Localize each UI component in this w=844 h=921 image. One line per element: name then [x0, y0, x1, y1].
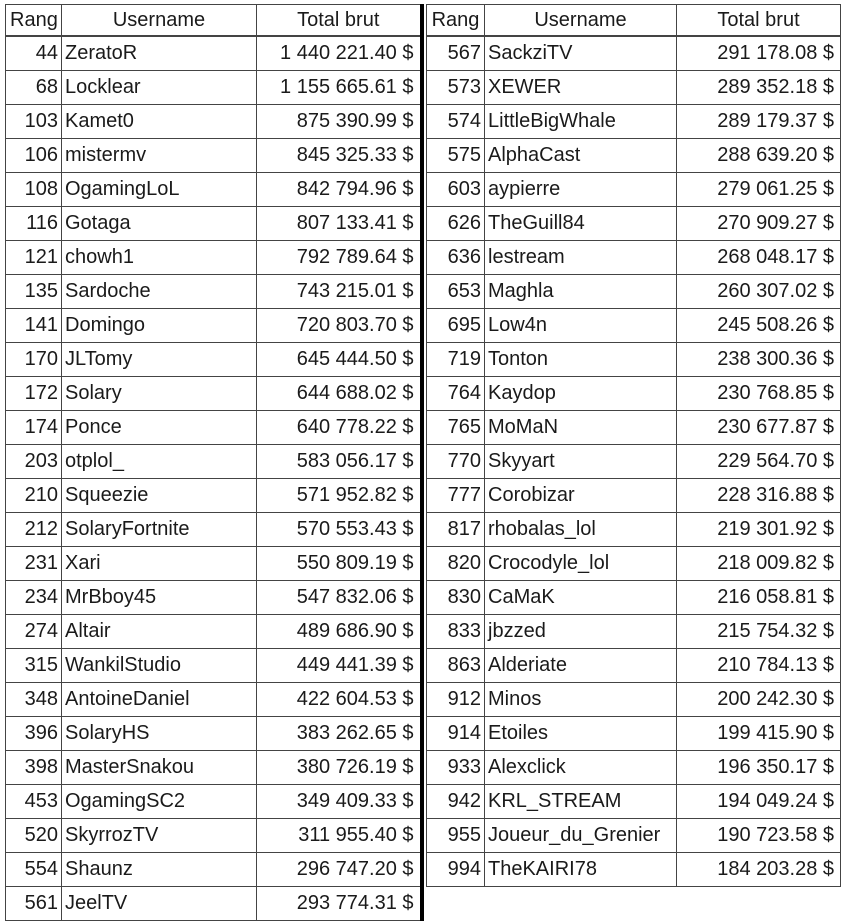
username-cell: CaMaK	[485, 581, 677, 615]
total-cell: 289 179.37 $	[677, 105, 841, 139]
table-row	[427, 105, 841, 139]
username-cell: Sardoche	[62, 275, 257, 309]
rank-cell: 135	[6, 275, 62, 309]
rank-cell: 141	[6, 309, 62, 343]
total-cell: 296 747.20 $	[257, 853, 422, 887]
total-cell: 196 350.17 $	[677, 751, 841, 785]
rank-cell: 914	[427, 717, 485, 751]
rank-cell: 719	[427, 343, 485, 377]
username-cell: rhobalas_lol	[485, 513, 677, 547]
total-cell: 644 688.02 $	[257, 377, 422, 411]
total-cell: 229 564.70 $	[677, 445, 841, 479]
username-cell: Locklear	[62, 71, 257, 105]
table-row	[427, 411, 841, 445]
rank-cell: 396	[6, 717, 62, 751]
rank-cell: 765	[427, 411, 485, 445]
table-row	[427, 207, 841, 241]
table-row	[427, 36, 841, 71]
total-cell: 245 508.26 $	[677, 309, 841, 343]
column-header-rank: Rang	[6, 5, 62, 37]
total-cell: 792 789.64 $	[257, 241, 422, 275]
rank-cell: 212	[6, 513, 62, 547]
username-cell: TheKAIRI78	[485, 853, 677, 887]
total-cell: 230 768.85 $	[677, 377, 841, 411]
table-row	[6, 717, 422, 751]
total-cell: 571 952.82 $	[257, 479, 422, 513]
total-cell: 194 049.24 $	[677, 785, 841, 819]
earnings-table-right	[426, 4, 841, 887]
total-cell: 230 677.87 $	[677, 411, 841, 445]
table-row	[6, 139, 422, 173]
username-cell: Shaunz	[62, 853, 257, 887]
table-row	[6, 71, 422, 105]
username-cell: mistermv	[62, 139, 257, 173]
rank-cell: 567	[427, 36, 485, 71]
table-row	[6, 683, 422, 717]
rank-cell: 561	[6, 887, 62, 921]
username-cell: WankilStudio	[62, 649, 257, 683]
rank-cell: 203	[6, 445, 62, 479]
rank-cell: 121	[6, 241, 62, 275]
username-cell: Tonton	[485, 343, 677, 377]
username-cell: Kamet0	[62, 105, 257, 139]
total-cell: 270 909.27 $	[677, 207, 841, 241]
rank-cell: 636	[427, 241, 485, 275]
column-header-username: Username	[485, 5, 677, 37]
total-cell: 210 784.13 $	[677, 649, 841, 683]
table-row	[6, 207, 422, 241]
total-cell: 1 440 221.40 $	[257, 36, 422, 71]
table-row	[6, 819, 422, 853]
username-cell: aypierre	[485, 173, 677, 207]
rank-cell: 116	[6, 207, 62, 241]
table-row	[427, 615, 841, 649]
table-row	[6, 649, 422, 683]
column-header-username: Username	[62, 5, 257, 37]
total-cell: 1 155 665.61 $	[257, 71, 422, 105]
table-row	[427, 173, 841, 207]
table-row	[6, 241, 422, 275]
rank-cell: 172	[6, 377, 62, 411]
total-cell: 547 832.06 $	[257, 581, 422, 615]
rank-cell: 234	[6, 581, 62, 615]
rank-cell: 170	[6, 343, 62, 377]
total-cell: 293 774.31 $	[257, 887, 422, 921]
earnings-table-left	[5, 4, 424, 921]
username-cell: OgamingSC2	[62, 785, 257, 819]
table-row	[427, 581, 841, 615]
column-header-total: Total brut	[677, 5, 841, 37]
rank-cell: 830	[427, 581, 485, 615]
username-cell: SackziTV	[485, 36, 677, 71]
table-row	[427, 445, 841, 479]
rank-cell: 942	[427, 785, 485, 819]
rank-cell: 174	[6, 411, 62, 445]
rank-cell: 912	[427, 683, 485, 717]
rank-cell: 603	[427, 173, 485, 207]
rank-cell: 573	[427, 71, 485, 105]
table-header-row	[427, 5, 841, 37]
table-row	[6, 275, 422, 309]
username-cell: AlphaCast	[485, 139, 677, 173]
total-cell: 842 794.96 $	[257, 173, 422, 207]
username-cell: Low4n	[485, 309, 677, 343]
table-row	[427, 343, 841, 377]
table-header-row	[6, 5, 422, 37]
username-cell: Altair	[62, 615, 257, 649]
username-cell: JeelTV	[62, 887, 257, 921]
username-cell: SolaryHS	[62, 717, 257, 751]
total-cell: 720 803.70 $	[257, 309, 422, 343]
table-row	[427, 241, 841, 275]
table-row	[427, 275, 841, 309]
username-cell: otplol_	[62, 445, 257, 479]
username-cell: ZeratoR	[62, 36, 257, 71]
table-row	[6, 785, 422, 819]
username-cell: JLTomy	[62, 343, 257, 377]
username-cell: LittleBigWhale	[485, 105, 677, 139]
table-row	[427, 649, 841, 683]
total-cell: 449 441.39 $	[257, 649, 422, 683]
username-cell: Crocodyle_lol	[485, 547, 677, 581]
rank-cell: 520	[6, 819, 62, 853]
total-cell: 190 723.58 $	[677, 819, 841, 853]
rank-cell: 398	[6, 751, 62, 785]
username-cell: Gotaga	[62, 207, 257, 241]
table-row	[6, 751, 422, 785]
table-row	[6, 887, 422, 921]
table-row	[6, 547, 422, 581]
table-row	[427, 717, 841, 751]
rank-cell: 994	[427, 853, 485, 887]
rank-cell: 274	[6, 615, 62, 649]
username-cell: chowh1	[62, 241, 257, 275]
total-cell: 489 686.90 $	[257, 615, 422, 649]
username-cell: Skyyart	[485, 445, 677, 479]
table-row	[427, 785, 841, 819]
rank-cell: 231	[6, 547, 62, 581]
total-cell: 279 061.25 $	[677, 173, 841, 207]
rank-cell: 103	[6, 105, 62, 139]
total-cell: 184 203.28 $	[677, 853, 841, 887]
total-cell: 550 809.19 $	[257, 547, 422, 581]
table-row	[6, 615, 422, 649]
table-row	[6, 343, 422, 377]
rank-cell: 554	[6, 853, 62, 887]
username-cell: Ponce	[62, 411, 257, 445]
table-row	[6, 173, 422, 207]
rank-cell: 626	[427, 207, 485, 241]
rank-cell: 108	[6, 173, 62, 207]
username-cell: Alexclick	[485, 751, 677, 785]
table-row	[427, 513, 841, 547]
rank-cell: 933	[427, 751, 485, 785]
username-cell: Xari	[62, 547, 257, 581]
total-cell: 583 056.17 $	[257, 445, 422, 479]
table-row	[427, 683, 841, 717]
rank-cell: 44	[6, 36, 62, 71]
total-cell: 422 604.53 $	[257, 683, 422, 717]
username-cell: MrBboy45	[62, 581, 257, 615]
table-row	[427, 309, 841, 343]
total-cell: 291 178.08 $	[677, 36, 841, 71]
username-cell: jbzzed	[485, 615, 677, 649]
table-row	[427, 547, 841, 581]
rank-cell: 955	[427, 819, 485, 853]
table-row	[6, 479, 422, 513]
rank-cell: 315	[6, 649, 62, 683]
total-cell: 645 444.50 $	[257, 343, 422, 377]
table-row	[6, 581, 422, 615]
rank-cell: 210	[6, 479, 62, 513]
column-header-rank: Rang	[427, 5, 485, 37]
total-cell: 219 301.92 $	[677, 513, 841, 547]
total-cell: 311 955.40 $	[257, 819, 422, 853]
total-cell: 238 300.36 $	[677, 343, 841, 377]
table-row	[6, 411, 422, 445]
rank-cell: 68	[6, 71, 62, 105]
table-row	[427, 479, 841, 513]
table-row	[427, 139, 841, 173]
table-row	[6, 513, 422, 547]
total-cell: 200 242.30 $	[677, 683, 841, 717]
table-row	[427, 71, 841, 105]
total-cell: 268 048.17 $	[677, 241, 841, 275]
username-cell: AntoineDaniel	[62, 683, 257, 717]
total-cell: 260 307.02 $	[677, 275, 841, 309]
username-cell: Solary	[62, 377, 257, 411]
username-cell: Domingo	[62, 309, 257, 343]
total-cell: 570 553.43 $	[257, 513, 422, 547]
username-cell: TheGuill84	[485, 207, 677, 241]
rank-cell: 453	[6, 785, 62, 819]
username-cell: KRL_STREAM	[485, 785, 677, 819]
total-cell: 215 754.32 $	[677, 615, 841, 649]
table-row	[427, 819, 841, 853]
username-cell: Maghla	[485, 275, 677, 309]
username-cell: Alderiate	[485, 649, 677, 683]
username-cell: MasterSnakou	[62, 751, 257, 785]
rank-cell: 863	[427, 649, 485, 683]
username-cell: Joueur_du_Grenier	[485, 819, 677, 853]
total-cell: 380 726.19 $	[257, 751, 422, 785]
rank-cell: 106	[6, 139, 62, 173]
total-cell: 640 778.22 $	[257, 411, 422, 445]
rank-cell: 833	[427, 615, 485, 649]
table-row	[6, 309, 422, 343]
rank-cell: 770	[427, 445, 485, 479]
rank-cell: 777	[427, 479, 485, 513]
column-header-total: Total brut	[257, 5, 422, 37]
table-row	[6, 36, 422, 71]
username-cell: Minos	[485, 683, 677, 717]
total-cell: 289 352.18 $	[677, 71, 841, 105]
total-cell: 199 415.90 $	[677, 717, 841, 751]
username-cell: MoMaN	[485, 411, 677, 445]
rank-cell: 348	[6, 683, 62, 717]
rank-cell: 575	[427, 139, 485, 173]
username-cell: SolaryFortnite	[62, 513, 257, 547]
username-cell: SkyrrozTV	[62, 819, 257, 853]
rank-cell: 574	[427, 105, 485, 139]
table-row	[6, 105, 422, 139]
rank-cell: 820	[427, 547, 485, 581]
username-cell: OgamingLoL	[62, 173, 257, 207]
total-cell: 216 058.81 $	[677, 581, 841, 615]
username-cell: Kaydop	[485, 377, 677, 411]
total-cell: 845 325.33 $	[257, 139, 422, 173]
username-cell: XEWER	[485, 71, 677, 105]
table-row	[427, 377, 841, 411]
total-cell: 218 009.82 $	[677, 547, 841, 581]
rank-cell: 817	[427, 513, 485, 547]
total-cell: 383 262.65 $	[257, 717, 422, 751]
username-cell: lestream	[485, 241, 677, 275]
table-row	[6, 853, 422, 887]
table-row	[6, 445, 422, 479]
total-cell: 743 215.01 $	[257, 275, 422, 309]
username-cell: Squeezie	[62, 479, 257, 513]
table-row	[427, 751, 841, 785]
total-cell: 228 316.88 $	[677, 479, 841, 513]
total-cell: 807 133.41 $	[257, 207, 422, 241]
total-cell: 875 390.99 $	[257, 105, 422, 139]
username-cell: Etoiles	[485, 717, 677, 751]
username-cell: Corobizar	[485, 479, 677, 513]
total-cell: 288 639.20 $	[677, 139, 841, 173]
rank-cell: 695	[427, 309, 485, 343]
table-row	[427, 853, 841, 887]
rank-cell: 653	[427, 275, 485, 309]
rank-cell: 764	[427, 377, 485, 411]
table-row	[6, 377, 422, 411]
total-cell: 349 409.33 $	[257, 785, 422, 819]
